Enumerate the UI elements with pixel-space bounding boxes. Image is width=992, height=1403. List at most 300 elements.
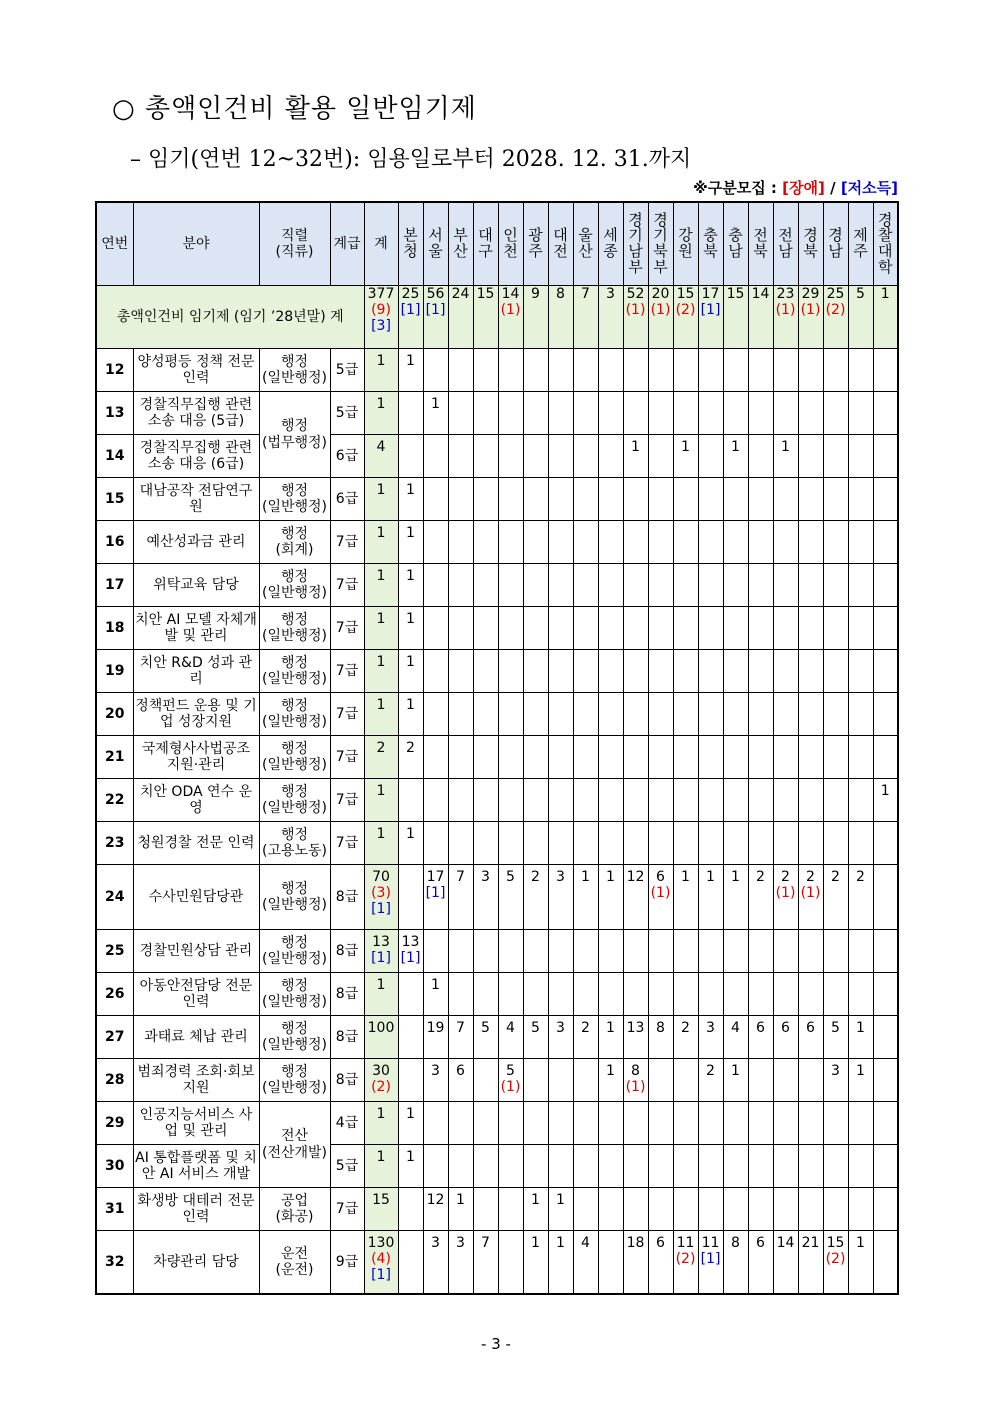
org-cell (698, 1188, 723, 1231)
org-cell (648, 392, 673, 435)
org-cell (823, 930, 848, 973)
org-cell (473, 779, 498, 822)
row-grade: 7급 (330, 521, 364, 564)
header-org: 경남 (823, 202, 848, 286)
org-cell (648, 349, 673, 392)
org-cell (648, 930, 673, 973)
totals-org-cell (698, 286, 723, 349)
row-job: 행정 (일반행정) (259, 1059, 330, 1102)
org-cell (498, 478, 523, 521)
cell-count: 3 (556, 1020, 565, 1036)
org-cell (573, 435, 598, 478)
totals-org-cell (873, 286, 898, 349)
org-cell (398, 478, 423, 521)
row-field: AI 통합플랫폼 및 치안 AI 서비스 개발 (133, 1145, 259, 1188)
header-grade: 계급 (330, 202, 364, 286)
cell-count: 1 (376, 977, 386, 993)
org-cell (798, 865, 823, 930)
table-row (96, 349, 898, 392)
org-cell (648, 478, 673, 521)
org-cell (598, 435, 623, 478)
row-field: 수사민원담당관 (133, 865, 259, 930)
cell-count: 15 (676, 286, 695, 302)
lowincome-count: [1] (400, 950, 421, 967)
row-total (364, 865, 398, 930)
org-cell (573, 973, 598, 1016)
org-cell (548, 349, 573, 392)
cell-count: 1 (431, 396, 440, 412)
org-cell (848, 607, 873, 650)
org-cell (623, 693, 648, 736)
org-cell (648, 1188, 673, 1231)
org-cell (873, 973, 898, 1016)
org-cell (473, 650, 498, 693)
org-cell (873, 930, 898, 973)
row-number: 12 (96, 349, 133, 392)
org-cell (598, 521, 623, 564)
org-cell (823, 779, 848, 822)
row-number: 23 (96, 822, 133, 865)
org-cell (748, 650, 773, 693)
table-row (96, 865, 898, 930)
org-cell (498, 693, 523, 736)
table-row (96, 1059, 898, 1102)
disabled-count: (1) (800, 302, 821, 319)
page-number: - 3 - (481, 1335, 511, 1353)
cell-count: 17 (701, 286, 720, 302)
cell-count: 1 (731, 1063, 740, 1079)
disabled-count: (1) (650, 302, 671, 319)
org-cell (473, 349, 498, 392)
org-cell (798, 1016, 823, 1059)
row-number: 22 (96, 779, 133, 822)
row-field: 치안 AI 모델 자체개발 및 관리 (133, 607, 259, 650)
org-cell (848, 1231, 873, 1294)
row-total (364, 392, 398, 435)
org-cell (748, 478, 773, 521)
org-cell (673, 693, 698, 736)
org-cell (723, 521, 748, 564)
cell-count: 23 (776, 286, 795, 302)
org-cell (873, 564, 898, 607)
row-grade: 6급 (330, 435, 364, 478)
cell-count: 14 (501, 286, 520, 302)
org-cell (673, 392, 698, 435)
cell-count: 2 (781, 869, 790, 885)
org-cell (423, 1102, 448, 1145)
header-org: 세종 (598, 202, 623, 286)
org-cell (448, 779, 473, 822)
org-cell (698, 607, 723, 650)
row-field: 치안 ODA 연수 운영 (133, 779, 259, 822)
org-cell (448, 349, 473, 392)
org-cell (548, 521, 573, 564)
org-cell (848, 693, 873, 736)
org-cell (798, 693, 823, 736)
cell-count: 21 (801, 1235, 820, 1251)
org-cell (848, 736, 873, 779)
org-cell (398, 521, 423, 564)
org-cell (448, 521, 473, 564)
disabled-count: (1) (650, 885, 671, 902)
org-cell (748, 607, 773, 650)
org-cell (848, 521, 873, 564)
org-cell (773, 607, 798, 650)
cell-count: 1 (376, 697, 386, 713)
totals-org-cell (473, 286, 498, 349)
row-field: 과태료 체납 관리 (133, 1016, 259, 1059)
org-cell (873, 736, 898, 779)
org-cell (473, 564, 498, 607)
cell-count: 18 (626, 1235, 645, 1251)
org-cell (823, 865, 848, 930)
cell-count: 7 (581, 286, 590, 302)
org-cell (673, 930, 698, 973)
org-cell (848, 650, 873, 693)
org-cell (448, 736, 473, 779)
org-cell (698, 822, 723, 865)
org-cell (523, 930, 548, 973)
header-org: 제주 (848, 202, 873, 286)
org-cell (673, 1231, 698, 1294)
row-number: 16 (96, 521, 133, 564)
row-job: 행정 (일반행정) (259, 349, 330, 392)
org-cell (473, 736, 498, 779)
org-cell (598, 779, 623, 822)
row-number: 20 (96, 693, 133, 736)
disabled-count: (2) (675, 1251, 696, 1268)
org-cell (498, 564, 523, 607)
org-cell (698, 1059, 723, 1102)
org-cell (748, 736, 773, 779)
org-cell (648, 564, 673, 607)
org-cell (848, 1059, 873, 1102)
org-cell (673, 736, 698, 779)
org-cell (573, 930, 598, 973)
cell-count: 1 (406, 611, 415, 627)
lowincome-count: [1] (371, 901, 391, 918)
org-cell (698, 865, 723, 930)
cell-count: 6 (756, 1235, 765, 1251)
org-cell (723, 1145, 748, 1188)
org-cell (798, 973, 823, 1016)
table-row (96, 392, 898, 435)
cell-count: 2 (406, 740, 415, 756)
org-cell (598, 1231, 623, 1294)
org-cell (573, 478, 598, 521)
org-cell (423, 349, 448, 392)
row-grade: 7급 (330, 607, 364, 650)
row-job: 행정 (일반행정) (259, 607, 330, 650)
org-cell (723, 1231, 748, 1294)
org-cell (848, 478, 873, 521)
org-cell (398, 822, 423, 865)
org-cell (848, 1188, 873, 1231)
org-cell (448, 564, 473, 607)
org-cell (773, 564, 798, 607)
org-cell (848, 1016, 873, 1059)
row-number: 13 (96, 392, 133, 435)
org-cell (648, 1231, 673, 1294)
org-cell (823, 650, 848, 693)
org-cell (773, 650, 798, 693)
org-cell (698, 1102, 723, 1145)
row-total (364, 1188, 398, 1231)
org-cell (498, 392, 523, 435)
header-org: 부산 (448, 202, 473, 286)
cell-count: 8 (556, 286, 565, 302)
disabled-count: (1) (800, 885, 821, 902)
org-cell (823, 435, 848, 478)
org-cell (773, 1102, 798, 1145)
cell-count: 9 (531, 286, 540, 302)
row-field: 경찰직무집행 관련 소송 대응 (6급) (133, 435, 259, 478)
org-cell (548, 1145, 573, 1188)
org-cell (498, 973, 523, 1016)
org-cell (773, 1188, 798, 1231)
totals-org-cell (773, 286, 798, 349)
disabled-count: (2) (371, 1079, 391, 1096)
table-row (96, 607, 898, 650)
cell-count: 1 (406, 568, 415, 584)
cell-count: 6 (656, 1235, 665, 1251)
row-job: 행정 (일반행정) (259, 736, 330, 779)
org-cell (623, 779, 648, 822)
org-cell (748, 1231, 773, 1294)
lowincome-count: [1] (700, 302, 721, 319)
org-cell (823, 1231, 848, 1294)
row-field: 치안 R&D 성과 관리 (133, 650, 259, 693)
table-row (96, 478, 898, 521)
header-org: 대전 (548, 202, 573, 286)
header-org: 경기북부 (648, 202, 673, 286)
cell-count: 1 (681, 869, 690, 885)
row-total (364, 1016, 398, 1059)
org-cell (423, 973, 448, 1016)
org-cell (823, 736, 848, 779)
org-cell (473, 973, 498, 1016)
org-cell (423, 822, 448, 865)
org-cell (573, 1231, 598, 1294)
org-cell (698, 392, 723, 435)
org-cell (748, 1016, 773, 1059)
org-cell (623, 1188, 648, 1231)
totals-org-cell (748, 286, 773, 349)
cell-count: 130 (367, 1235, 395, 1251)
org-cell (498, 1188, 523, 1231)
row-job: 행정 (일반행정) (259, 930, 330, 973)
table-row (96, 1188, 898, 1231)
cell-count: 25 (401, 286, 420, 302)
cell-count: 1 (556, 1235, 565, 1251)
org-cell (773, 736, 798, 779)
org-cell (448, 973, 473, 1016)
org-cell (798, 392, 823, 435)
org-cell (498, 1059, 523, 1102)
cell-count: 15 (726, 286, 745, 302)
cell-count: 1 (406, 1149, 415, 1165)
org-cell (598, 478, 623, 521)
org-cell (623, 564, 648, 607)
org-cell (498, 1231, 523, 1294)
header-job: 직렬 (직류) (259, 202, 330, 286)
org-cell (723, 435, 748, 478)
table-row (96, 693, 898, 736)
org-cell (398, 693, 423, 736)
cell-count: 3 (606, 286, 615, 302)
org-cell (448, 1145, 473, 1188)
header-org: 대구 (473, 202, 498, 286)
cell-count: 7 (456, 869, 465, 885)
org-cell (598, 392, 623, 435)
org-cell (748, 349, 773, 392)
org-cell (723, 865, 748, 930)
cell-count: 7 (481, 1235, 490, 1251)
row-number: 29 (96, 1102, 133, 1145)
org-cell (423, 930, 448, 973)
org-cell (473, 930, 498, 973)
table-row (96, 973, 898, 1016)
org-cell (848, 930, 873, 973)
row-number: 27 (96, 1016, 133, 1059)
org-cell (598, 1102, 623, 1145)
org-cell (448, 865, 473, 930)
row-total (364, 1059, 398, 1102)
totals-org-cell (848, 286, 873, 349)
org-cell (573, 607, 598, 650)
org-cell (548, 865, 573, 930)
org-cell (848, 779, 873, 822)
org-cell (848, 822, 873, 865)
row-grade: 7급 (330, 564, 364, 607)
totals-org-cell (548, 286, 573, 349)
row-number: 15 (96, 478, 133, 521)
totals-org-cell (673, 286, 698, 349)
org-cell (673, 1102, 698, 1145)
totals-org-cell (798, 286, 823, 349)
cell-count: 5 (481, 1020, 490, 1036)
org-cell (873, 779, 898, 822)
table-row (96, 564, 898, 607)
totals-org-cell (523, 286, 548, 349)
row-job: 행정 (일반행정) (259, 973, 330, 1016)
org-cell (598, 973, 623, 1016)
cell-count: 15 (372, 1192, 390, 1208)
org-cell (398, 736, 423, 779)
org-cell (598, 1059, 623, 1102)
org-cell (873, 1102, 898, 1145)
org-cell (723, 392, 748, 435)
row-grade: 9급 (330, 1231, 364, 1294)
org-cell (573, 736, 598, 779)
row-field: 국제형사사법공조 지원·관리 (133, 736, 259, 779)
org-cell (798, 478, 823, 521)
org-cell (548, 1102, 573, 1145)
header-org: 울산 (573, 202, 598, 286)
org-cell (773, 435, 798, 478)
org-cell (648, 693, 673, 736)
totals-org-cell (723, 286, 748, 349)
org-cell (398, 1188, 423, 1231)
org-cell (448, 930, 473, 973)
table-row (96, 1016, 898, 1059)
cell-count: 13 (626, 1020, 645, 1036)
org-cell (823, 349, 848, 392)
org-cell (548, 1188, 573, 1231)
org-cell (498, 607, 523, 650)
cell-count: 2 (531, 869, 540, 885)
org-cell (648, 435, 673, 478)
row-field: 위탁교육 담당 (133, 564, 259, 607)
org-cell (798, 521, 823, 564)
cell-count: 2 (581, 1020, 590, 1036)
row-number: 14 (96, 435, 133, 478)
header-org: 전북 (748, 202, 773, 286)
org-cell (873, 392, 898, 435)
org-cell (498, 650, 523, 693)
org-cell (498, 779, 523, 822)
org-cell (773, 930, 798, 973)
org-cell (723, 930, 748, 973)
org-cell (598, 822, 623, 865)
org-cell (498, 736, 523, 779)
header-org: 광주 (523, 202, 548, 286)
header-org: 전남 (773, 202, 798, 286)
org-cell (498, 435, 523, 478)
org-cell (523, 392, 548, 435)
org-cell (498, 1016, 523, 1059)
lowincome-label: [저소득] (840, 179, 898, 197)
row-grade: 7급 (330, 650, 364, 693)
cell-count: 1 (376, 1106, 386, 1122)
org-cell (573, 865, 598, 930)
org-cell (523, 564, 548, 607)
org-cell (698, 521, 723, 564)
org-cell (398, 930, 423, 973)
row-grade: 7급 (330, 693, 364, 736)
org-cell (723, 1188, 748, 1231)
org-cell (548, 1059, 573, 1102)
cell-count: 11 (676, 1235, 695, 1251)
org-cell (748, 564, 773, 607)
cell-count: 14 (751, 286, 770, 302)
org-cell (448, 478, 473, 521)
org-cell (673, 1145, 698, 1188)
lowincome-count: [1] (425, 302, 446, 319)
row-field: 화생방 대테러 전문 인력 (133, 1188, 259, 1231)
org-cell (548, 973, 573, 1016)
org-cell (423, 607, 448, 650)
org-cell (573, 1102, 598, 1145)
org-cell (673, 650, 698, 693)
totals-label: 총액인건비 임기제 (임기 ’28년말) 계 (96, 286, 364, 349)
header-org: 경찰대학 (873, 202, 898, 286)
row-job: 행정 (일반행정) (259, 865, 330, 930)
row-field: 범죄경력 조회·회보 지원 (133, 1059, 259, 1102)
cell-count: 11 (701, 1235, 720, 1251)
org-cell (448, 1188, 473, 1231)
cell-count: 8 (656, 1020, 665, 1036)
cell-count: 2 (376, 740, 386, 756)
cell-count: 24 (451, 286, 470, 302)
org-cell (423, 1188, 448, 1231)
org-cell (598, 564, 623, 607)
org-cell (398, 1059, 423, 1102)
row-grade: 5급 (330, 392, 364, 435)
row-grade: 8급 (330, 1016, 364, 1059)
cell-count: 1 (376, 396, 386, 412)
cell-count: 2 (856, 869, 865, 885)
